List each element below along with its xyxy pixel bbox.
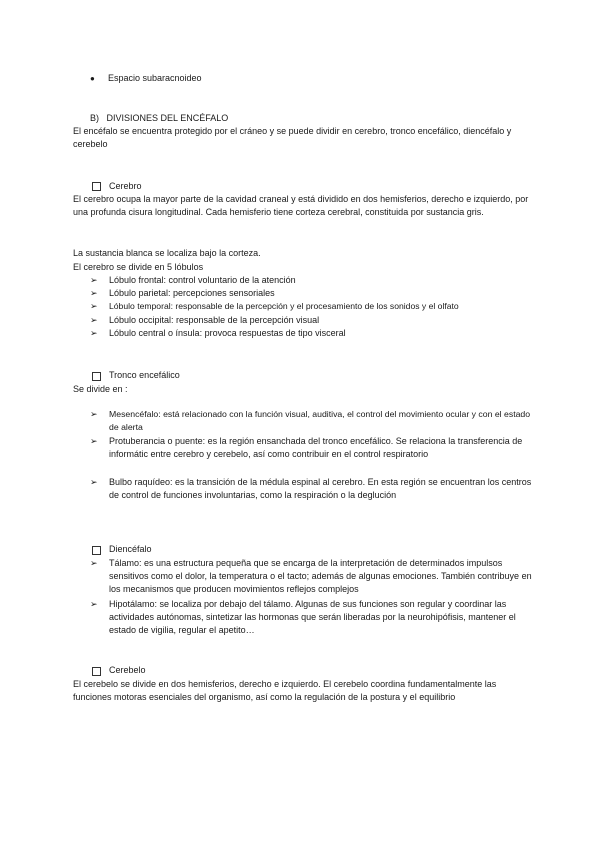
- arrow-bullet-icon: ➢: [90, 275, 98, 285]
- section-intro: El encéfalo se encuentra protegido por el cráneo y se puede dividir en cerebro, tronco encefálico, diencéfalo y cerebelo: [73, 126, 512, 149]
- tronco-item: Protuberancia o puente: es la región ensanchada del tronco encefálico. Se relaciona la transferencia de informátic entre cerebro y cerebelo, así como contribuir en el control respiratorio: [109, 436, 523, 459]
- tronco-intro: Se divide en :: [73, 384, 128, 394]
- section-heading-divisiones: B) DIVISIONES DEL ENCÉFALO: [90, 113, 229, 123]
- checkbox-diencefalo[interactable]: [92, 546, 101, 555]
- lobe-item: Lóbulo frontal: control voluntario de la atención: [109, 275, 296, 285]
- checkbox-tronco-encefalico[interactable]: [92, 372, 101, 381]
- heading-cerebro: Cerebro: [109, 181, 142, 191]
- arrow-bullet-icon: ➢: [90, 436, 98, 446]
- lobe-item: Lóbulo parietal: percepciones sensoriales: [109, 288, 275, 298]
- heading-diencefalo: Diencéfalo: [109, 544, 152, 554]
- arrow-bullet-icon: ➢: [90, 315, 98, 325]
- checkbox-cerebro[interactable]: [92, 182, 101, 191]
- arrow-bullet-icon: ➢: [90, 301, 98, 311]
- arrow-bullet-icon: ➢: [90, 409, 98, 419]
- cerebro-lobulos-line: El cerebro se divide en 5 lóbulos: [73, 262, 204, 272]
- lobe-item: Lóbulo temporal: responsable de la percepción y el procesamiento de los sonidos y el olfato: [109, 301, 459, 311]
- heading-tronco-encefalico: Tronco encefálico: [109, 370, 180, 380]
- tronco-item: Bulbo raquídeo: es la transición de la médula espinal al cerebro. En esta región se encuentran los centros de control de funciones involuntarias, como la respiración o la deglución: [109, 477, 532, 500]
- heading-cerebelo: Cerebelo: [109, 665, 146, 675]
- cerebro-sustancia-line: La sustancia blanca se localiza bajo la corteza.: [73, 248, 261, 258]
- arrow-bullet-icon: ➢: [90, 558, 98, 568]
- arrow-bullet-icon: ➢: [90, 288, 98, 298]
- arrow-bullet-icon: ➢: [90, 599, 98, 609]
- cerebelo-paragraph: El cerebelo se divide en dos hemisferios, derecho e izquierdo. El cerebelo coordina fundamentalmente las funciones motoras esenciales del organismo, así como la regulación de la postura y el equilibrio: [73, 679, 497, 702]
- tronco-item: Mesencéfalo: está relacionado con la función visual, auditiva, el control del movimiento ocular y con el estado de alerta: [109, 409, 531, 432]
- diencefalo-item: Tálamo: es una estructura pequeña que se encarga de la interpretación de determinados impulsos sensitivos como el dolor, la temperatura o el tacto; además de algunas emociones. También contribuye en los mecanismos que producen movimientos reflejos complejos: [109, 558, 532, 594]
- arrow-bullet-icon: ➢: [90, 328, 98, 338]
- diencefalo-item: Hipotálamo: se localiza por debajo del tálamo. Algunas de sus funciones son regular y coordinar las actividades autónomas, sintetizar las hormonas que serán liberadas por la neurohipófisis, mantener el estado de vigilia, regular el apetito…: [109, 599, 516, 635]
- checkbox-cerebelo[interactable]: [92, 667, 101, 676]
- lobe-item: Lóbulo central o ínsula: provoca respuestas de tipo visceral: [109, 328, 346, 338]
- lobe-item: Lóbulo occipital: responsable de la percepción visual: [109, 315, 320, 325]
- bullet-espacio-subaracnoideo: Espacio subaracnoideo: [108, 73, 202, 83]
- bullet-dot-icon: ●: [90, 74, 95, 83]
- arrow-bullet-icon: ➢: [90, 477, 98, 487]
- cerebro-paragraph: El cerebro ocupa la mayor parte de la cavidad craneal y está dividido en dos hemisferios, derecho e izquierdo, por una profunda cisura longitudinal. Cada hemisferio tiene corteza cerebral, constituida por sustancia gris.: [73, 194, 529, 217]
